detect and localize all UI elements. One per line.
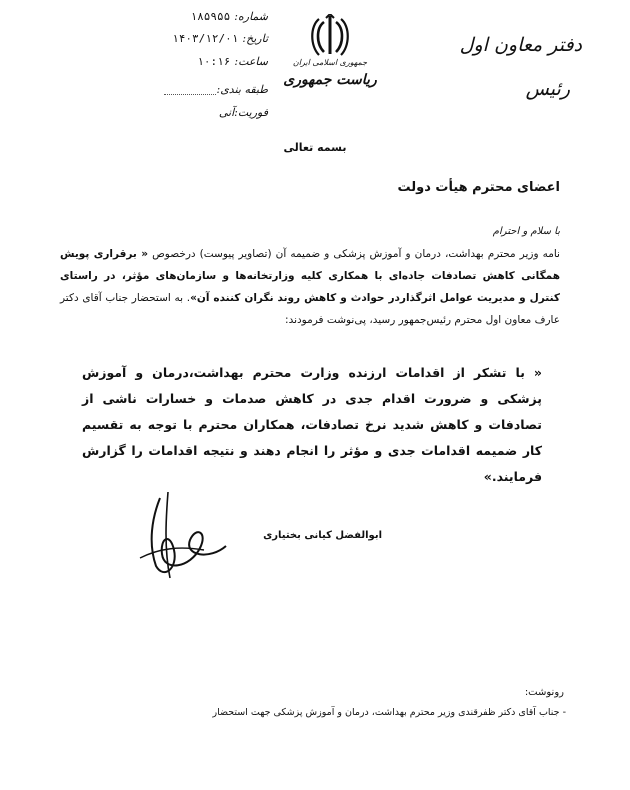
- letter-time-label: ساعت:: [234, 55, 268, 68]
- letter-number-label: شماره:: [234, 10, 268, 23]
- signer-name: ابوالفضل کیانی بختیاری: [263, 530, 382, 541]
- body-rest: . به استحضار جناب آقای دکتر عارف معاون اول محترم رئیس‌جمهور رسید، پی‌نوشت فرمودند:: [60, 292, 560, 326]
- greeting: با سلام و احترام: [492, 226, 560, 237]
- office-subheading: رئیس: [525, 78, 570, 100]
- letter-date-label: تاریخ:: [242, 32, 268, 45]
- handwritten-signature: [130, 488, 250, 584]
- letter-time-value: ۱۰:۱۶: [197, 55, 231, 68]
- letter-classification-label: طبقه بندی:: [216, 83, 268, 96]
- presidency-text: ریاست جمهوری: [283, 72, 377, 88]
- letter-date: [128, 32, 268, 45]
- letter-time: [128, 55, 268, 68]
- office-heading: دفتر معاون اول: [459, 34, 582, 56]
- body-bold: « برقراری پویش همگانی کاهش تصادفات جاده‌ای با همکاری کلیه وزارتخانه‌ها و سازمان‌های مؤثر، در راستای کنترل و مدیریت عوامل اثرگذاردر حوادث و کاهش روند نگران کننده آن»: [60, 248, 560, 304]
- iran-emblem-icon: [310, 14, 350, 58]
- cc-heading: رونوشت:: [524, 687, 564, 698]
- letter-number-value: ۱۸۵۹۵۵: [190, 10, 231, 23]
- letter-date-value: ۱۴۰۳/۱۲/۰۱: [172, 32, 239, 45]
- basmala: بسمه تعالی: [283, 141, 347, 154]
- cc-item: - جناب آقای دکتر ظفرقندی وزیر محترم بهداشت، درمان و آموزش پزشکی جهت استحضار: [212, 707, 566, 718]
- republic-text: جمهوری اسلامی ایران: [292, 58, 368, 67]
- letter-urgency-value: آنی: [218, 106, 235, 119]
- letter-number: [128, 10, 268, 23]
- letter-classification: [128, 83, 268, 96]
- letter-body: [60, 243, 560, 331]
- body-intro: نامه وزیر محترم بهداشت، درمان و آموزش پزشکی و ضمیمه آن (تصاویر پیوست) درخصوص: [152, 248, 560, 260]
- letter-urgency-label: فوریت:: [234, 106, 268, 119]
- president-note-quote: « با تشکر از اقدامات ارزنده وزارت محترم بهداشت،درمان و آموزش پزشکی و ضرورت اقدام جدی در کاهش صدمات و خسارات ناشی از تصادفات و کاهش شدید نرخ تصادفات، همکاران محترم با توجه به تقسیم کار ضمیمه اقدامات جدی و مؤثر را انجام دهند و نتیجه اقدامات را گزارش فرمایند.»: [82, 365, 542, 484]
- addressee: اعضای محترم هیأت دولت: [397, 180, 560, 195]
- classification-blank: [164, 86, 216, 95]
- letter-urgency: [128, 106, 268, 119]
